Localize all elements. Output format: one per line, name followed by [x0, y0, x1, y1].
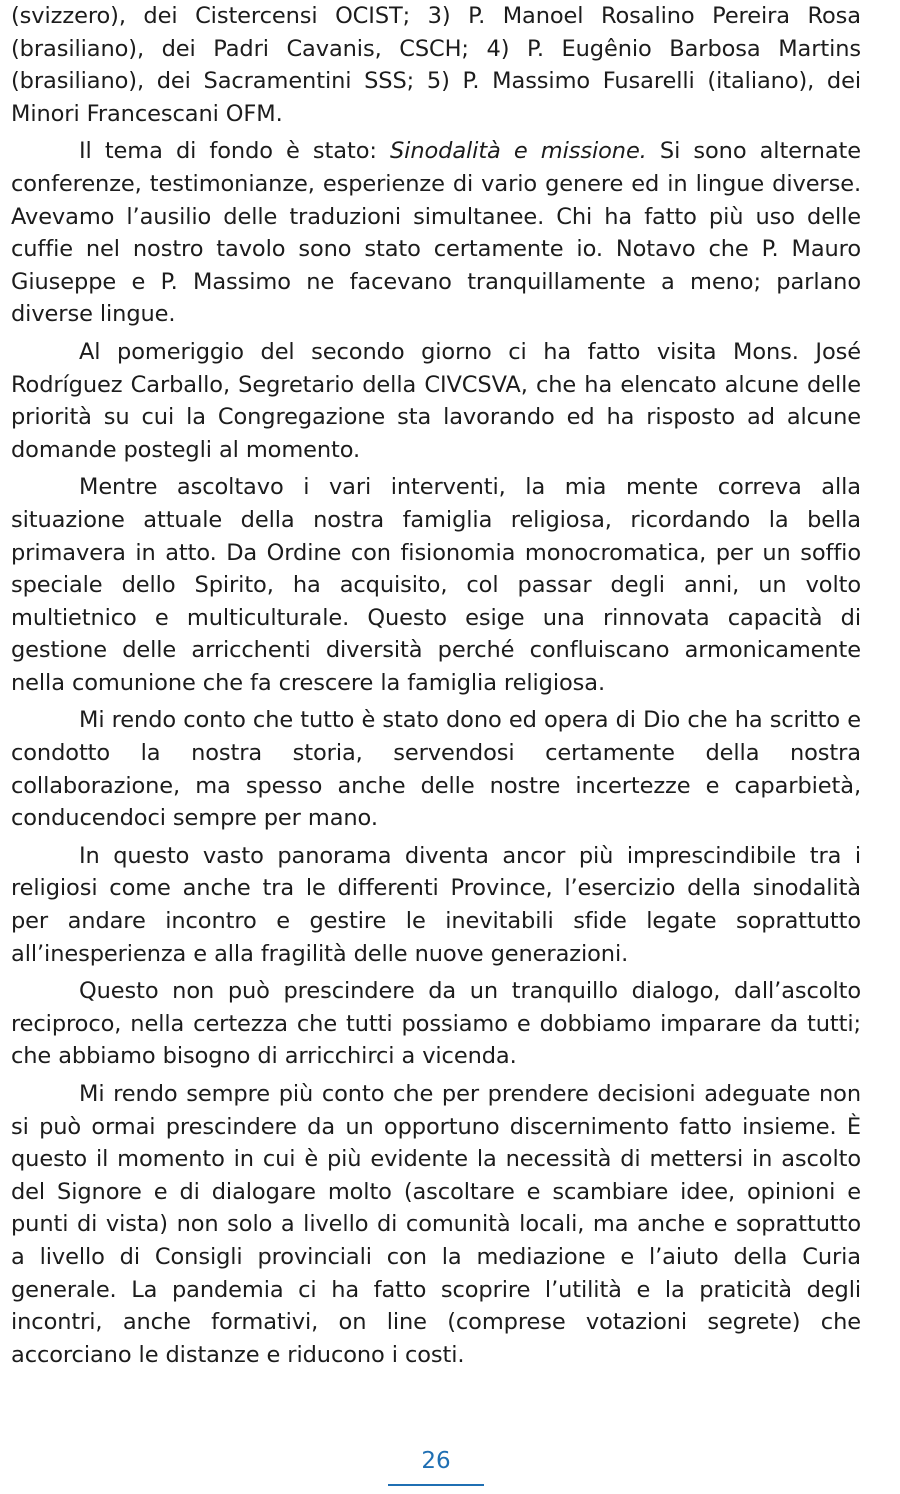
- page-number-container: [388, 1445, 484, 1477]
- text-segment: Mentre ascoltavo i vari interventi, la mia mente correva alla situazione attuale della nostra famiglia religiosa, ricordando la bella primavera in atto. Da Ordine con fisionomia monocromatica, per un soffio speciale dello Spirito, ha acquisito, col passar degli anni, un volto multietnico e multiculturale. Questo esige una rinnovata capacità di gestione delle arricchenti diversità perché confluiscano armonicamente nella comunione che fa crescere la famiglia religiosa.: [11, 474, 861, 696]
- paragraph-continuation: [11, 0, 861, 130]
- paragraph-discernment: [11, 1078, 861, 1371]
- text-segment: Il tema di fondo è stato:: [79, 138, 390, 165]
- paragraph-theme: [11, 135, 861, 331]
- paragraph-reflection: [11, 471, 861, 699]
- text-segment: Mi rendo sempre più conto che per prendere decisioni adeguate non si può ormai prescindere da un opportuno discernimento fatto insieme. È questo il momento in cui è più evidente la necessità di mettersi in ascolto del Signore e di dialogare molto (ascoltare e scambiare idee, opinioni e punti di vista) non solo a livello di comunità locali, ma anche e soprattutto a livello di Consigli provinciali con la mediazione e l’aiuto della Curia generale. La pandemia ci ha fatto scoprire l’utilità e la praticità degli incontri, anche formativi, on line (comprese votazioni segrete) che accorciano le distanze e riducono i costi.: [11, 1081, 861, 1368]
- paragraph-gratitude: [11, 704, 861, 834]
- page-body: [11, 0, 861, 1371]
- text-segment: In questo vasto panorama diventa ancor più imprescindibile tra i religiosi come anche tra le differenti Province, l’esercizio della sinodalità per andare incontro e gestire le inevitabili sfide legate soprattutto all’inesperienza e alla fragilità delle nuove generazioni.: [11, 842, 861, 967]
- paragraph-visit: [11, 336, 861, 466]
- text-segment: (svizzero), dei Cistercensi OCIST; 3) P. Manoel Rosalino Pereira Rosa (brasiliano), dei Padri Cavanis, CSCH; 4) P. Eugênio Barbosa Martins (brasiliano), dei Sacramentini SSS; 5) P. Massimo Fusarelli (italiano), dei Minori Francescani OFM.: [11, 3, 861, 127]
- text-segment: Mi rendo conto che tutto è stato dono ed opera di Dio che ha scritto e condotto la nostra storia, servendosi certamente della nostra collaborazione, ma spesso anche delle nostre incertezze e caparbietà, conducendoci sempre per mano.: [11, 707, 861, 832]
- text-segment-italic: Sinodalità e missione.: [389, 138, 647, 165]
- text-segment: Al pomeriggio del secondo giorno ci ha fatto visita Mons. José Rodríguez Carballo, Segretario della CIVCSVA, che ha elencato alcune delle priorità su cui la Congregazione sta lavorando ed ha risposto ad alcune domande postegli al momento.: [11, 338, 861, 463]
- text-segment: Questo non può prescindere da un tranquillo dialogo, dall’ascolto reciproco, nella certezza che tutti possiamo e dobbiamo imparare da tutti; che abbiamo bisogno di arricchirci a vicenda.: [11, 978, 861, 1070]
- paragraph-dialogue: [11, 975, 861, 1073]
- paragraph-synodality: [11, 840, 861, 970]
- page-number-underline: [388, 1484, 484, 1486]
- page-number: 26: [421, 1448, 451, 1474]
- text-segment: Si sono alternate conferenze, testimonianze, esperienze di vario genere ed in lingue diverse. Avevamo l’ausilio delle traduzioni simultanee. Chi ha fatto più uso delle cuffie nel nostro tavolo sono stato certamente io. Notavo che P. Mauro Giuseppe e P. Massimo ne facevano tranquillamente a meno; parlano diverse lingue.: [11, 138, 861, 328]
